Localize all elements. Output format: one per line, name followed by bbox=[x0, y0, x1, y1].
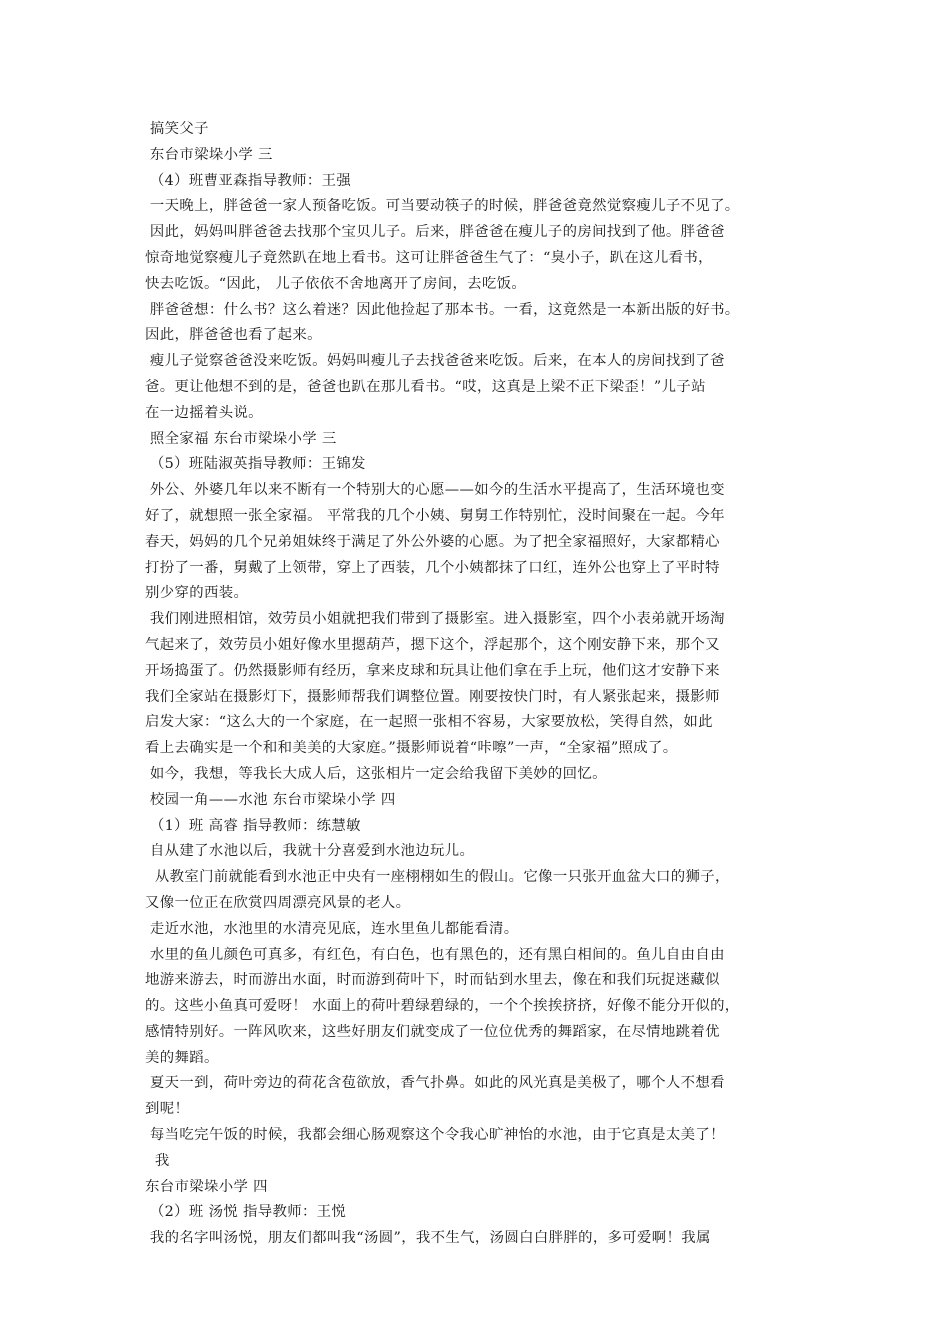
paragraph-line: 惊奇地觉察瘦儿子竟然趴在地上看书。这可让胖爸爸生气了：“臭小子，趴在这儿看书， bbox=[145, 249, 713, 266]
paragraph-line: 春天，妈妈的几个兄弟姐妹终于满足了外公外婆的心愿。为了把全家福照好，大家都精心 bbox=[145, 533, 720, 550]
paragraph-line: 到呢！ bbox=[145, 1101, 190, 1118]
paragraph-line: 别少穿的西装。 bbox=[145, 585, 249, 602]
paragraph-line: 水里的鱼儿颜色可真多，有红色，有白色，也有黑色的，还有黑白相间的。鱼儿自由自由 bbox=[145, 946, 725, 963]
essay-title: 照全家福 东台市梁垛小学 三 bbox=[145, 430, 337, 447]
paragraph-line: 爸。更让他想不到的是，爸爸也趴在那儿看书。“哎，这真是上梁不正下梁歪！”儿子站 bbox=[145, 378, 706, 395]
paragraph-line: 夏天一到，荷叶旁边的荷花含苞欲放，香气扑鼻。如此的风光真是美极了，哪个人不想看 bbox=[145, 1075, 725, 1092]
essay-title: 搞笑父子 bbox=[145, 121, 209, 137]
paragraph-line: 走近水池，水池里的水清亮见底，连水里鱼儿都能看清。 bbox=[145, 920, 519, 937]
paragraph-line: 美的舞蹈。 bbox=[145, 1049, 219, 1066]
paragraph-line: 打扮了一番，舅戴了上领带，穿上了西装，几个小姨都抹了口红，连外公也穿上了平时特 bbox=[145, 559, 720, 576]
paragraph-line: 因此，妈妈叫胖爸爸去找那个宝贝儿子。后来，胖爸爸在瘦儿子的房间找到了他。胖爸爸 bbox=[145, 224, 725, 241]
paragraph-line: 我的名字叫汤悦，朋友们都叫我“汤圆”，我不生气，汤圆白白胖胖的，多可爱啊！我属 bbox=[145, 1230, 711, 1247]
paragraph-line: 每当吃完午饭的时候，我都会细心肠观察这个令我心旷神怡的水池，由于它真是太美了！ bbox=[145, 1127, 725, 1144]
author-line: （4）班曹亚森指导教师：王强 bbox=[145, 172, 352, 189]
paragraph-line: 快去吃饭。“因此， 儿子依依不舍地离开了房间，去吃饭。 bbox=[145, 275, 527, 292]
paragraph-line: 从教室门前就能看到水池正中央有一座栩栩如生的假山。它像一只张开血盆大口的狮子， bbox=[145, 869, 730, 886]
paragraph-line: 在一边摇着头说。 bbox=[145, 404, 263, 421]
paragraph-line: 地游来游去，时而游出水面，时而游到荷叶下，时而钻到水里去，像在和我们玩捉迷藏似 bbox=[145, 972, 720, 989]
paragraph-line: 感情特别好。一阵风吹来，这些好朋友们就变成了一位位优秀的舞蹈家，在尽情地跳着优 bbox=[145, 1023, 720, 1040]
paragraph-line: 气起来了，效劳员小姐好像水里摁葫芦，摁下这个，浮起那个，这个刚安静下来，那个又 bbox=[145, 636, 720, 653]
school-line: 东台市梁垛小学 三 bbox=[145, 146, 273, 163]
paragraph-line: 启发大家：“这么大的一个家庭，在一起照一张相不容易，大家要放松，笑得自然，如此 bbox=[145, 714, 713, 731]
paragraph-line: 外公、外婆几年以来不断有一个特别大的心愿——如今的生活水平提高了，生活环境也变 bbox=[145, 482, 725, 499]
document-body bbox=[145, 117, 825, 1252]
paragraph-line: 的。这些小鱼真可爱呀！ 水面上的荷叶碧绿碧绿的，一个个挨挨挤挤，好像不能分开似的， bbox=[145, 998, 740, 1015]
paragraph-line: 一天晚上，胖爸爸一家人预备吃饭。可当要动筷子的时候，胖爸爸竟然觉察瘦儿子不见了。 bbox=[145, 198, 740, 215]
paragraph-line: 我们全家站在摄影灯下，摄影师帮我们调整位置。刚要按快门时，有人紧张起来，摄影师 bbox=[145, 688, 720, 705]
paragraph-line: 又像一位正在欣赏四周漂亮风景的老人。 bbox=[145, 894, 411, 911]
author-line: （2）班 汤悦 指导教师：王悦 bbox=[145, 1204, 347, 1221]
school-line: 东台市梁垛小学 四 bbox=[145, 1178, 268, 1195]
essay-title: 我 bbox=[145, 1152, 170, 1169]
paragraph-line: 因此，胖爸爸也看了起来。 bbox=[145, 327, 322, 344]
paragraph-line: 我们刚进照相馆，效劳员小姐就把我们带到了摄影室。进入摄影室，四个小表弟就开场淘 bbox=[145, 611, 725, 628]
paragraph-line: 瘦儿子觉察爸爸没来吃饭。妈妈叫瘦儿子去找爸爸来吃饭。后来，在本人的房间找到了爸 bbox=[145, 353, 725, 370]
paragraph-line: 好了，就想照一张全家福。 平常我的几个小姨、舅舅工作特别忙，没时间聚在一起。今年 bbox=[145, 507, 725, 524]
paragraph-line: 自从建了水池以后，我就十分喜爱到水池边玩儿。 bbox=[145, 843, 475, 860]
author-line: （1）班 高睿 指导教师：练慧敏 bbox=[145, 817, 361, 834]
essay-title: 校园一角——水池 东台市梁垛小学 四 bbox=[145, 791, 396, 808]
author-line: （5）班陆淑英指导教师：王锦发 bbox=[145, 456, 366, 473]
paragraph-line: 如今，我想，等我长大成人后，这张相片一定会给我留下美妙的回忆。 bbox=[145, 765, 607, 782]
paragraph-line: 胖爸爸想：什么书？这么着迷？因此他捡起了那本书。一看，这竟然是一本新出版的好书。 bbox=[145, 301, 740, 318]
paragraph-line: 开场捣蛋了。仍然摄影师有经历，拿来皮球和玩具让他们拿在手上玩，他们这才安静下来 bbox=[145, 662, 720, 679]
paragraph-line: 看上去确实是一个和和美美的大家庭。”摄影师说着“咔嚓”一声，“全家福”照成了。 bbox=[145, 740, 678, 757]
